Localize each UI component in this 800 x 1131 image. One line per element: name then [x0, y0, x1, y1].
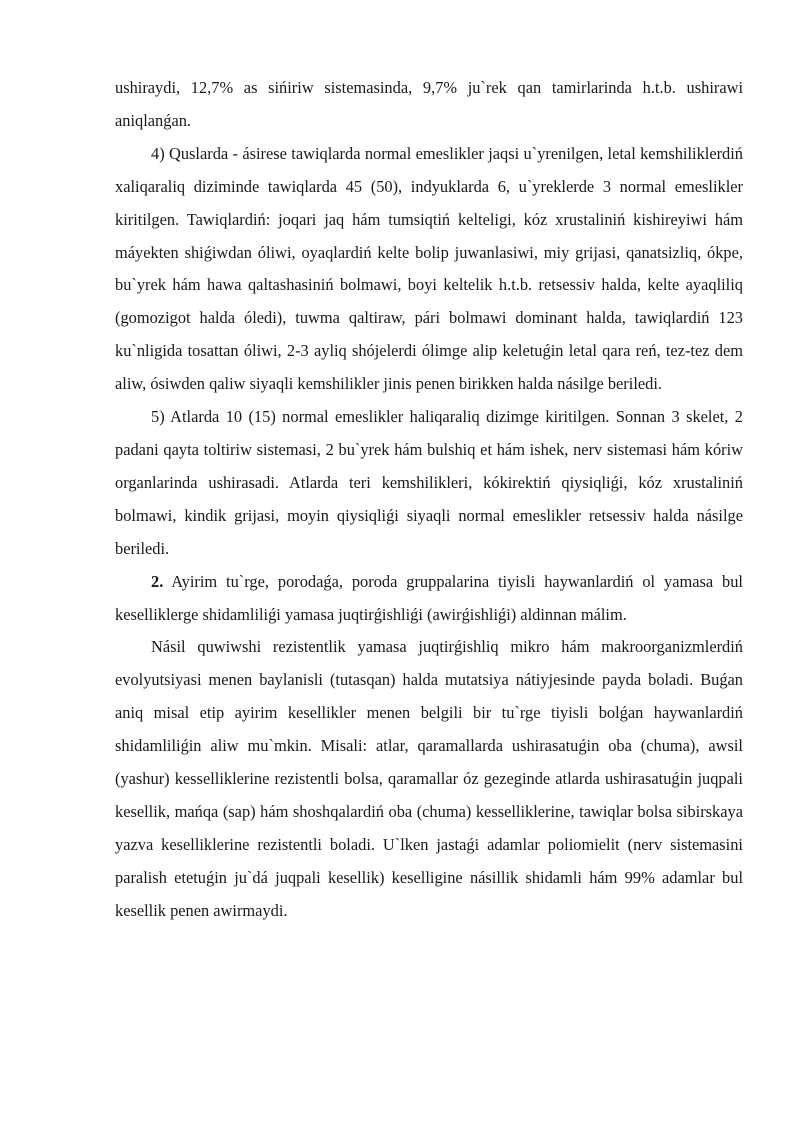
section-number: 2.: [151, 571, 164, 591]
body-text: [115, 72, 743, 928]
paragraph-birds: 4) Quslarda - ásirese tawiqlarda normal emeslikler jaqsi u`yrenilgen, letal kemshiliklerdiń xaliqaraliq diziminde tawiqlarda 45 (50), indyuklarda 6, u`yreklerde 3 normal emeslikler kiritilgen. Tawiqlardiń: joqari jaq hám tumsiqtiń kelteligi, kóz xrustaliniń kishireyiwi hám máyekten shiǵiwdan óliwi, oyaqlardiń kelte bolip juwanlasiwi, miy grijasi, qanatsizliq, ókpe, bu`yrek hám hawa qaltashasiniń bolmawi, boyi keltelik h.t.b. retsessiv halda, kelte ayaqliliq (gomozigot halda óledi), tuwma qaltiraw, pári bolmawi dominant halda, tawiqlardiń 123 ku`nligida tosattan óliwi, 2-3 ayliq shójelerdi ólimge alip keletuǵin letal qara reń, tez-tez dem aliw, ósiwden qaliw siyaqli kemshilikler jinis penen birikken halda násilge beriledi.: [115, 143, 743, 394]
paragraph-resistance: Násil quwiwshi rezistentlik yamasa juqtirǵishliq mikro hám makroorganizmlerdiń evolyutsiyasi menen baylanisli (tutasqan) halda mutatsiya nátiyjesinde payda boladi. Buǵan aniq misal etip ayirim kesellikler menen belgili bir tu`rge tiyisli bolǵan haywanlardiń shidamliliǵin aliw mu`mkin. Misali: atlar, qaramallarda ushirasatuǵin oba (chuma), awsil (yashur) kesselliklerine rezistentli bolsa, qaramallar óz gezeginde atlarda ushirasatuǵin juqpali kesellik, mańqa (sap) hám shoshqalardiń oba (chuma) kesselliklerine, tawiqlar bolsa sibirskaya yazva keselliklerine rezistentli boladi. U`lken jastaǵi adamlar poliomielit (nerv sistemasini paralish etetuǵin ju`dá juqpali kesellik) keselligine násillik shidamli hám 99% adamlar bul kesellik penen awirmaydi.: [115, 637, 743, 920]
paragraph-continuation: ushiraydi, 12,7% as sińiriw sistemasinda, 9,7% ju`rek qan tamirlarinda h.t.b. ushirawi aniqlanǵan.: [115, 78, 743, 130]
paragraph-horses: 5) Atlarda 10 (15) normal emeslikler haliqaraliq dizimge kiritilgen. Sonnan 3 skelet, 2 padani qayta toltiriw sistemasi, 2 bu`yrek hám bulshiq et hám ishek, nerv sistemasi hám kóriw organlarinda ushirasadi. Atlarda teri kemshilikleri, kókirektiń qiysiqliǵi, kóz xrustaliniń bolmawi, kindik grijasi, moyin qiysiqliǵi siyaqli normal emeslikler retsessiv halda násilge beriledi.: [115, 407, 743, 558]
paragraph-section-2-text: Ayirim tu`rge, porodaǵa, poroda gruppalarina tiyisli haywanlardiń ol yamasa bul keselliklerge shidamliliǵi yamasa juqtirǵishliǵi (awirǵishliǵi) aldinnan málim.: [115, 571, 743, 624]
paragraph-section-2: [115, 566, 743, 632]
